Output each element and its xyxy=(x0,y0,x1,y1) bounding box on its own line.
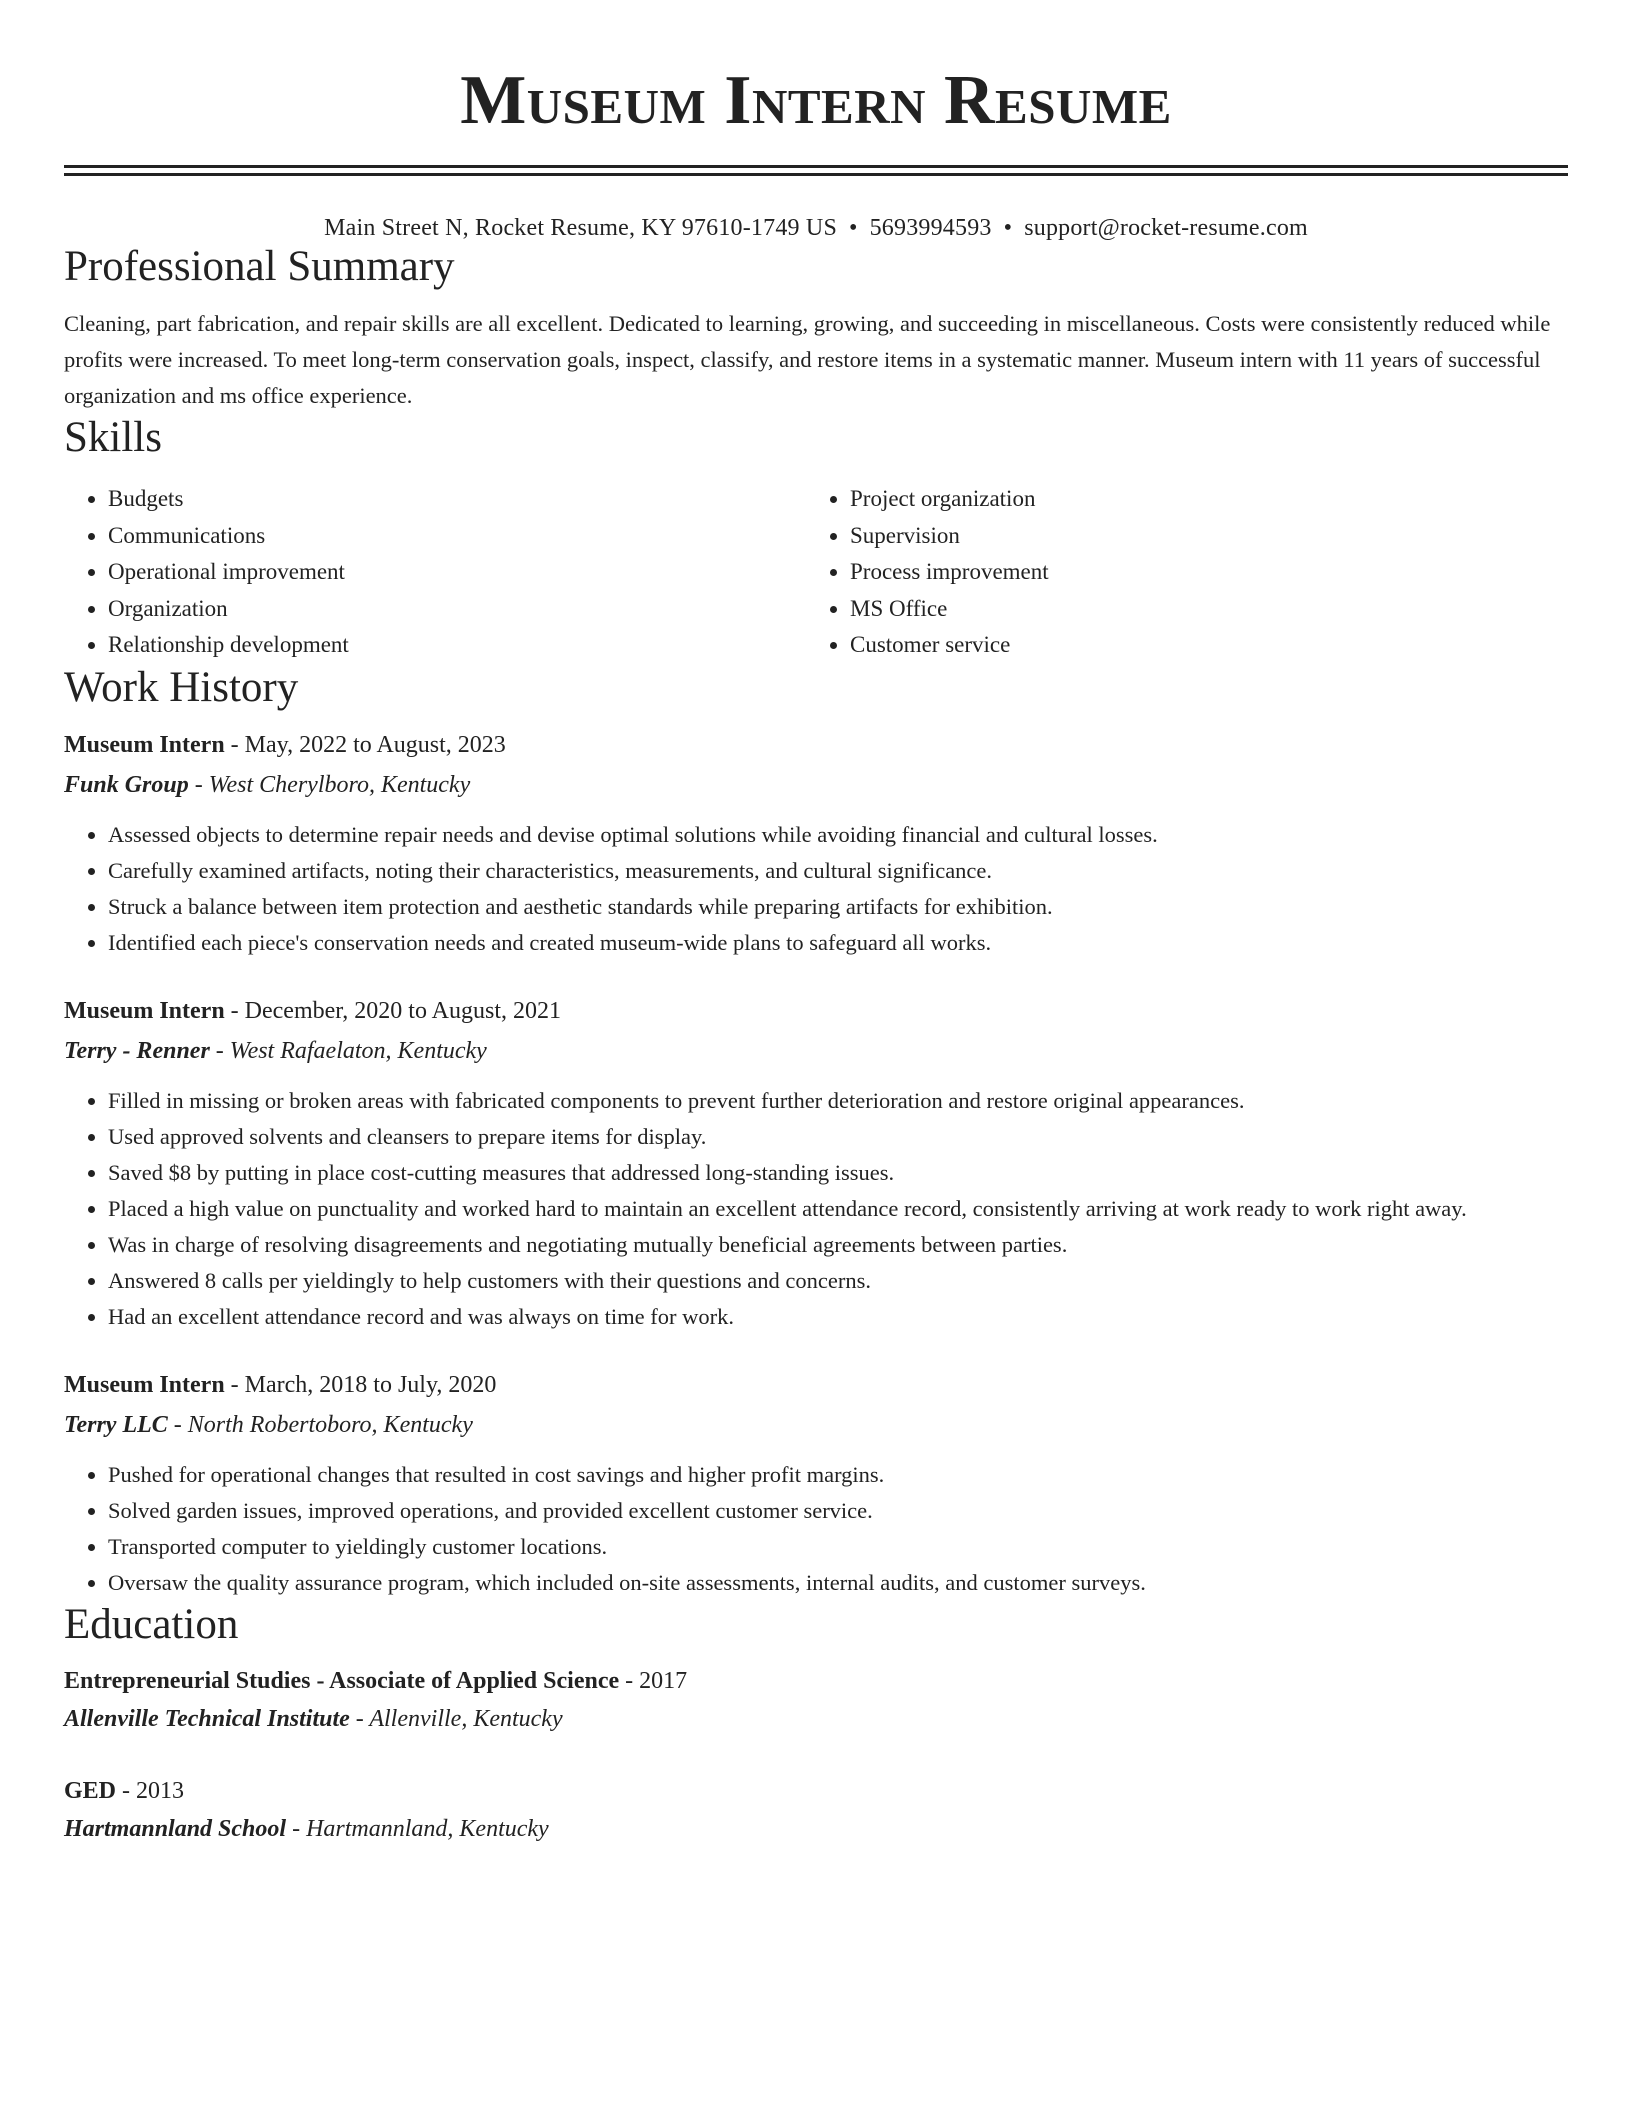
resume-page xyxy=(64,0,1568,1848)
education-heading: Education xyxy=(64,1601,239,1649)
education-school: Hartmannland School xyxy=(64,1816,287,1843)
skills-list-left xyxy=(64,481,806,664)
education-degree: Entrepreneurial Studies - Associate of Applied Science xyxy=(64,1668,620,1695)
job-bullet: • Used approved solvents and cleansers to prepare items for display. xyxy=(108,1119,1568,1155)
job-entry xyxy=(64,1365,1568,1601)
education-location: - Allenville, Kentucky xyxy=(349,1706,563,1733)
skill-item: • Operational improvement xyxy=(108,554,806,591)
job-bullet: • Placed a high value on punctuality and worked hard to maintain an excellent attendance record, consistently arriving at work ready to work right away. xyxy=(108,1191,1568,1227)
job-dates: - December, 2020 to August, 2021 xyxy=(224,998,561,1025)
job-location: - North Robertoboro, Kentucky xyxy=(167,1412,473,1439)
job-bullet: • Pushed for operational changes that resulted in cost savings and higher profit margins. xyxy=(108,1457,1568,1493)
summary-text: Cleaning, part fabrication, and repair skills are all excellent. Dedicated to learning, growing, and succeeding in miscellaneous. Costs were consistently reduced while profits were increased. To meet long-term conservation goals, inspect, classify, and restore items in a systematic manner. Museum intern with 11 years of successful organization and ms office experience. xyxy=(64,311,1551,409)
education-degree-line xyxy=(64,1772,1568,1810)
skill-item: • Supervision xyxy=(850,518,1568,555)
skills-columns xyxy=(64,481,1568,664)
education-degree-line xyxy=(64,1662,1568,1700)
job-bullet: • Solved garden issues, improved operations, and provided excellent customer service. xyxy=(108,1493,1568,1529)
contact-phone: 5693994593 xyxy=(869,215,992,241)
skills-list-right xyxy=(806,481,1568,664)
work-history-heading: Work History xyxy=(64,663,299,711)
job-bullet: • Saved $8 by putting in place cost-cutting measures that addressed long-standing issues. xyxy=(108,1155,1568,1191)
skill-item: • Relationship development xyxy=(108,627,806,664)
education-school: Allenville Technical Institute xyxy=(64,1706,350,1733)
job-bullet: • Carefully examined artifacts, noting their characteristics, measurements, and cultural significance. xyxy=(108,853,1568,889)
skill-item: • Project organization xyxy=(850,481,1568,518)
job-title: Museum Intern xyxy=(64,998,225,1025)
title-divider xyxy=(64,165,1568,176)
skill-item: • Organization xyxy=(108,591,806,628)
summary-heading: Professional Summary xyxy=(64,242,455,290)
job-bullets xyxy=(64,1457,1568,1601)
job-bullets xyxy=(64,1083,1568,1335)
job-title: Museum Intern xyxy=(64,732,225,759)
skill-item: • Customer service xyxy=(850,627,1568,664)
contact-separator: • xyxy=(1003,215,1013,241)
job-entry xyxy=(64,725,1568,961)
job-bullet: • Oversaw the quality assurance program, which included on-site assessments, internal audits, and customer surveys. xyxy=(108,1565,1568,1601)
job-title: Museum Intern xyxy=(64,1372,225,1399)
job-company: Terry - Renner xyxy=(64,1038,210,1065)
job-bullets xyxy=(64,817,1568,961)
job-company-line xyxy=(64,765,1568,805)
education-location: - Hartmannland, Kentucky xyxy=(286,1816,549,1843)
skill-item: • Communications xyxy=(108,518,806,555)
education-entry xyxy=(64,1772,1568,1848)
job-bullet: • Was in charge of resolving disagreements and negotiating mutually beneficial agreements between parties. xyxy=(108,1227,1568,1263)
skill-item: • MS Office xyxy=(850,591,1568,628)
job-title-line xyxy=(64,725,1568,765)
job-title-line xyxy=(64,1365,1568,1405)
job-company: Terry LLC xyxy=(64,1412,168,1439)
job-bullet: • Struck a balance between item protection and aesthetic standards while preparing artifacts for exhibition. xyxy=(108,889,1568,925)
job-location: - West Cherylboro, Kentucky xyxy=(188,772,471,799)
skills-heading: Skills xyxy=(64,414,162,462)
education-degree: GED xyxy=(64,1778,117,1805)
job-bullet: • Transported computer to yieldingly customer locations. xyxy=(108,1529,1568,1565)
skill-item: • Process improvement xyxy=(850,554,1568,591)
job-company-line xyxy=(64,1031,1568,1071)
job-company-line xyxy=(64,1405,1568,1445)
job-location: - West Rafaelaton, Kentucky xyxy=(209,1038,487,1065)
education-entry xyxy=(64,1662,1568,1738)
job-entry xyxy=(64,991,1568,1335)
education-year: - 2017 xyxy=(619,1668,688,1695)
job-dates: - March, 2018 to July, 2020 xyxy=(224,1372,497,1399)
contact-address: Main Street N, Rocket Resume, KY 97610-1749 US xyxy=(324,215,837,241)
job-company: Funk Group xyxy=(64,772,189,799)
job-bullet: • Answered 8 calls per yieldingly to help customers with their questions and concerns. xyxy=(108,1263,1568,1299)
education-school-line xyxy=(64,1810,1568,1848)
education-school-line xyxy=(64,1700,1568,1738)
resume-title: Museum Intern Resume xyxy=(460,62,1172,139)
job-bullet: • Filled in missing or broken areas with fabricated components to prevent further deterioration and restore original appearances. xyxy=(108,1083,1568,1119)
contact-line xyxy=(64,214,1568,243)
job-bullet: • Identified each piece's conservation needs and created museum-wide plans to safeguard all works. xyxy=(108,925,1568,961)
job-dates: - May, 2022 to August, 2023 xyxy=(224,732,506,759)
skill-item: • Budgets xyxy=(108,481,806,518)
education-year: - 2013 xyxy=(116,1778,185,1805)
job-title-line xyxy=(64,991,1568,1031)
contact-email: support@rocket-resume.com xyxy=(1024,215,1308,241)
contact-separator: • xyxy=(849,215,858,241)
job-bullet: • Had an excellent attendance record and was always on time for work. xyxy=(108,1299,1568,1335)
job-bullet: • Assessed objects to determine repair needs and devise optimal solutions while avoiding financial and cultural losses. xyxy=(108,817,1568,853)
